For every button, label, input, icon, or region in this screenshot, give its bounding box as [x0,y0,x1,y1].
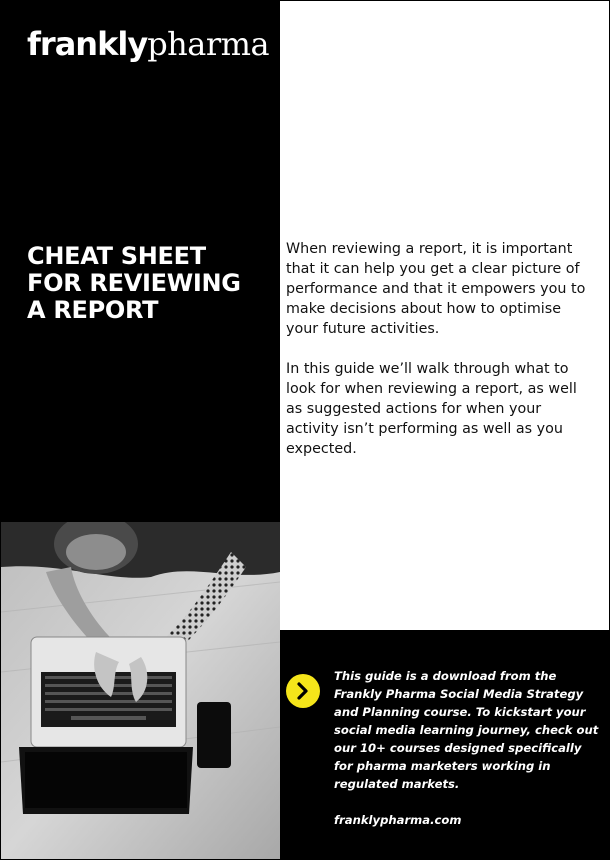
intro-text [286,239,586,479]
intro-paragraph: In this guide we’ll walk through what to look for when reviewing a report, as well as suggested actions for when your activity isn’t performing as well as you expected. [286,361,577,457]
brand-logo [27,25,269,63]
cta-text: This guide is a download from the Frankly Pharma Social Media Strategy and Planning course. To kickstart your social media learning journey, check out our 10+ courses designed specifically for pharma marketers working in regulated markets. [334,669,599,791]
cta-panel [280,630,609,859]
title-line: CHEAT SHEET [27,242,206,270]
logo-bold-text: frankly [27,25,148,63]
header-panel [1,1,280,522]
arrow-button [286,674,320,708]
intro-paragraph: When reviewing a report, it is important that it can help you get a clear picture of performance and that it empowers you to make decisions about how to optimise your future activities. [286,241,586,337]
website-link[interactable]: franklypharma.com [334,813,462,827]
chevron-right-icon [286,674,320,708]
page-title [27,243,277,324]
cta-text-block [334,667,604,829]
title-line: FOR REVIEWING [27,269,241,297]
logo-light-text: pharma [147,25,270,63]
title-line: A REPORT [27,296,159,324]
laptop-photo [1,522,280,859]
laptop-photo-illustration [1,522,280,859]
